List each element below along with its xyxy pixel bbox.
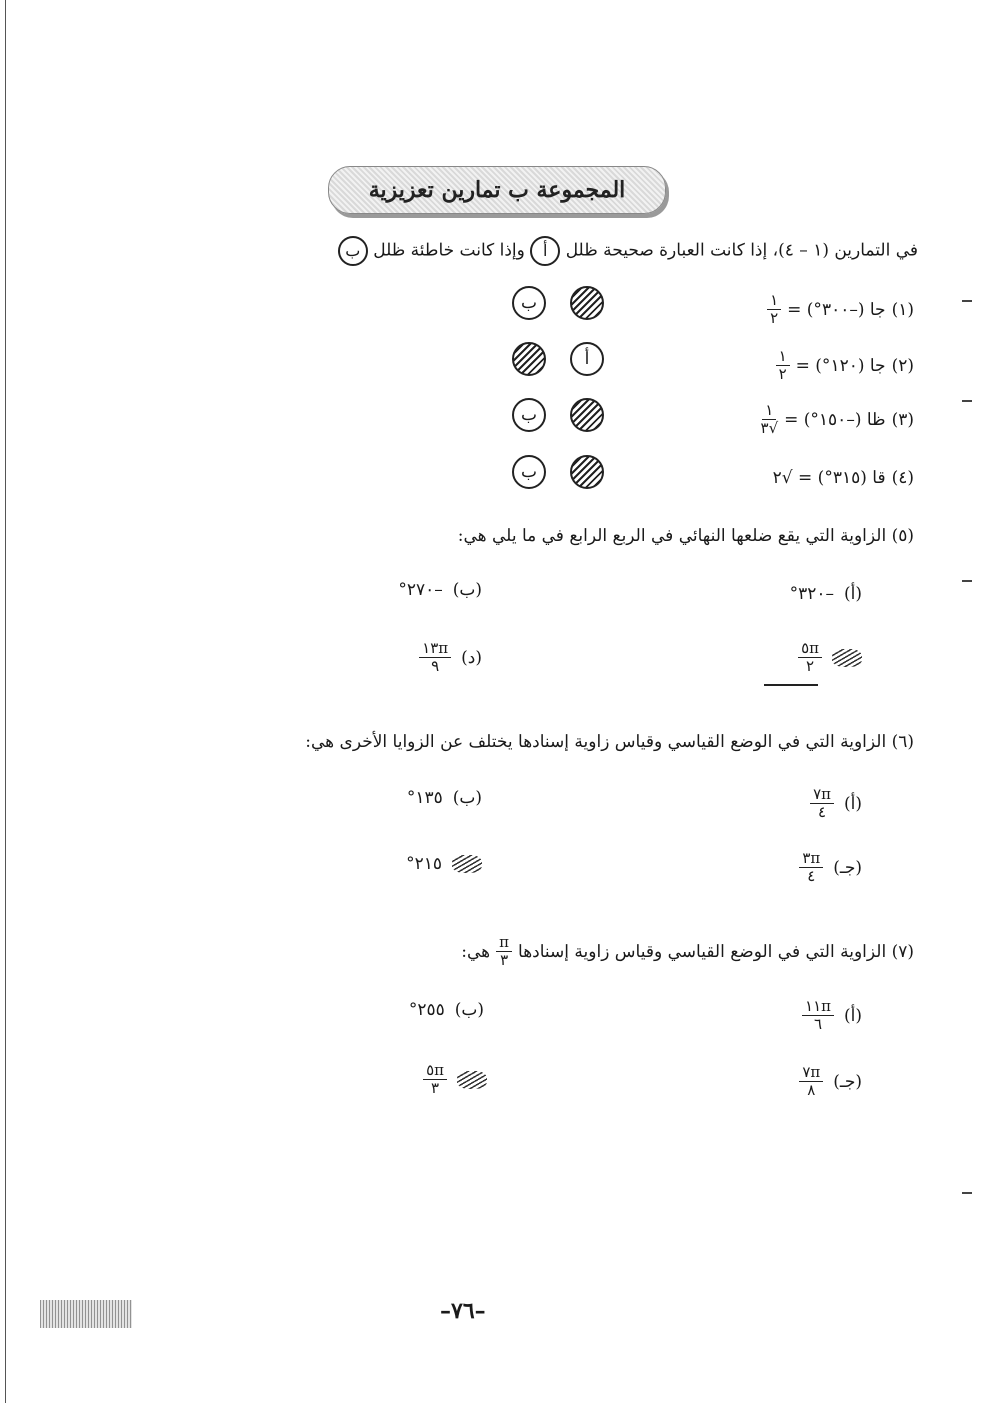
bubble-b[interactable] xyxy=(512,342,546,376)
margin-tick xyxy=(962,300,972,302)
tf-item-2 xyxy=(776,348,914,383)
bubble-a[interactable] xyxy=(570,455,604,489)
tf-expression: جا (١٢٠°) = xyxy=(795,355,886,376)
tf-number: (١) xyxy=(891,299,914,320)
option-label: (أ) xyxy=(844,584,862,604)
frac-numerator: ٥π xyxy=(423,1062,447,1080)
option-label: (ب) xyxy=(452,580,482,600)
q7-prompt-text: (٧) الزاوية التي في الوضع القياسي وقياس زاوية إسنادها xyxy=(518,941,914,962)
tf-expression: جا (–٣٠٠°) = xyxy=(787,299,886,320)
q6-option-b[interactable] xyxy=(407,788,482,808)
option-label: (جـ) xyxy=(833,1071,862,1092)
instructions xyxy=(338,236,918,266)
option-label: (د) xyxy=(461,647,482,668)
margin-tick xyxy=(962,1192,972,1194)
option-fraction xyxy=(798,640,822,675)
frac-denominator: √٣ xyxy=(760,419,779,437)
frac-denominator: ٣ xyxy=(500,951,509,969)
q5-option-a[interactable] xyxy=(790,584,862,604)
option-fraction xyxy=(810,786,834,821)
q7-option-b[interactable] xyxy=(409,1000,484,1020)
false-symbol: ب xyxy=(338,236,368,266)
option-value: ٢١٥° xyxy=(406,854,442,874)
instructions-text-2: وإذا كانت خاطئة ظلل xyxy=(373,240,525,261)
q5-option-d[interactable] xyxy=(419,640,482,675)
margin-tick xyxy=(962,400,972,402)
frac-numerator: ١ xyxy=(767,292,781,310)
q6-option-c[interactable] xyxy=(799,850,862,885)
option-value: –٣٢٠° xyxy=(789,584,834,604)
bubble-b[interactable]: ب xyxy=(512,455,546,489)
frac-numerator: ١١π xyxy=(802,998,834,1016)
frac-denominator: ٢ xyxy=(778,365,787,383)
frac-numerator: π xyxy=(496,934,512,952)
frac-denominator: ٤ xyxy=(807,867,816,885)
frac-numerator: ١ xyxy=(776,348,790,366)
tf-expression: ظا (–١٥٠°) = xyxy=(784,409,886,430)
tf-expression: قا (٣١٥°) = √٢ xyxy=(772,468,886,488)
tf-fraction xyxy=(761,402,779,437)
option-label: (أ) xyxy=(844,793,862,814)
option-fraction xyxy=(799,1064,823,1099)
tf-number: (٣) xyxy=(891,409,914,430)
scribbled-label xyxy=(832,649,862,667)
bubble-b[interactable]: ب xyxy=(512,286,546,320)
option-value: ١٣٥° xyxy=(406,788,443,808)
scribbled-label xyxy=(457,1071,487,1089)
option-label: (ب) xyxy=(454,1000,484,1020)
frac-numerator: ١ xyxy=(762,402,776,420)
q5-option-b[interactable] xyxy=(398,580,482,600)
frac-numerator: ٥π xyxy=(798,640,822,658)
tf-item-4 xyxy=(773,468,914,488)
frac-numerator: ٧π xyxy=(810,786,834,804)
section-title: المجموعة ب تمارين تعزيزية xyxy=(368,177,626,203)
tf-fraction xyxy=(776,348,790,383)
q7-option-a[interactable] xyxy=(802,998,862,1033)
frac-denominator: ٢ xyxy=(806,657,815,675)
option-label: (أ) xyxy=(844,1005,862,1026)
scribbled-label xyxy=(452,855,482,873)
tf-fraction xyxy=(767,292,781,327)
frac-denominator: ٩ xyxy=(431,657,440,675)
frac-numerator: ٧π xyxy=(799,1064,823,1082)
tf-item-3 xyxy=(761,402,914,437)
option-fraction xyxy=(419,640,451,675)
tf-number: (٢) xyxy=(891,355,914,376)
frac-denominator: ٣ xyxy=(431,1079,440,1097)
corner-stamp xyxy=(40,1300,132,1328)
option-value: ٢٥٥° xyxy=(408,1000,445,1020)
bubble-b[interactable]: ب xyxy=(512,398,546,432)
tf-number: (٤) xyxy=(891,468,914,488)
frac-denominator: ٢ xyxy=(770,309,779,327)
option-label: (جـ) xyxy=(833,857,862,878)
tf-item-1 xyxy=(767,292,914,327)
q5-option-c[interactable] xyxy=(798,640,862,675)
q7-prompt-end: هي: xyxy=(461,941,491,962)
bubble-a[interactable]: أ xyxy=(570,342,604,376)
q7-option-c[interactable] xyxy=(799,1064,862,1099)
frac-denominator: ٨ xyxy=(807,1081,816,1099)
q6-option-d[interactable] xyxy=(406,854,482,874)
instructions-text-1: في التمارين (١ – ٤)، إذا كانت العبارة صحيحة ظلل xyxy=(565,240,918,261)
q7-prompt xyxy=(461,934,914,969)
margin-tick xyxy=(962,580,972,582)
q7-option-d[interactable] xyxy=(423,1062,487,1097)
page-number: –٧٦– xyxy=(440,1298,486,1324)
bubble-a[interactable] xyxy=(570,286,604,320)
bubble-a[interactable] xyxy=(570,398,604,432)
section-title-banner xyxy=(328,166,666,214)
frac-denominator: ٤ xyxy=(818,803,827,821)
q7-prompt-fraction xyxy=(496,934,512,969)
option-label: (ب) xyxy=(452,788,482,808)
frac-numerator: ٣π xyxy=(799,850,823,868)
q6-option-a[interactable] xyxy=(810,786,862,821)
frac-denominator: ٦ xyxy=(813,1015,823,1033)
page-edge-line xyxy=(5,0,6,1403)
option-fraction xyxy=(799,850,823,885)
frac-numerator: ١٣π xyxy=(419,640,451,658)
q5-prompt: (٥) الزاوية التي يقع ضلعها النهائي في الربع الرابع في ما يلي هي: xyxy=(457,526,914,546)
true-symbol: أ xyxy=(530,236,560,266)
option-fraction xyxy=(423,1062,447,1097)
option-value: –٢٧٠° xyxy=(398,580,443,600)
option-fraction xyxy=(802,998,834,1033)
q6-prompt: (٦) الزاوية التي في الوضع القياسي وقياس زاوية إسنادها يختلف عن الزوايا الأخرى هي: xyxy=(305,732,914,752)
answer-underline xyxy=(764,684,818,686)
